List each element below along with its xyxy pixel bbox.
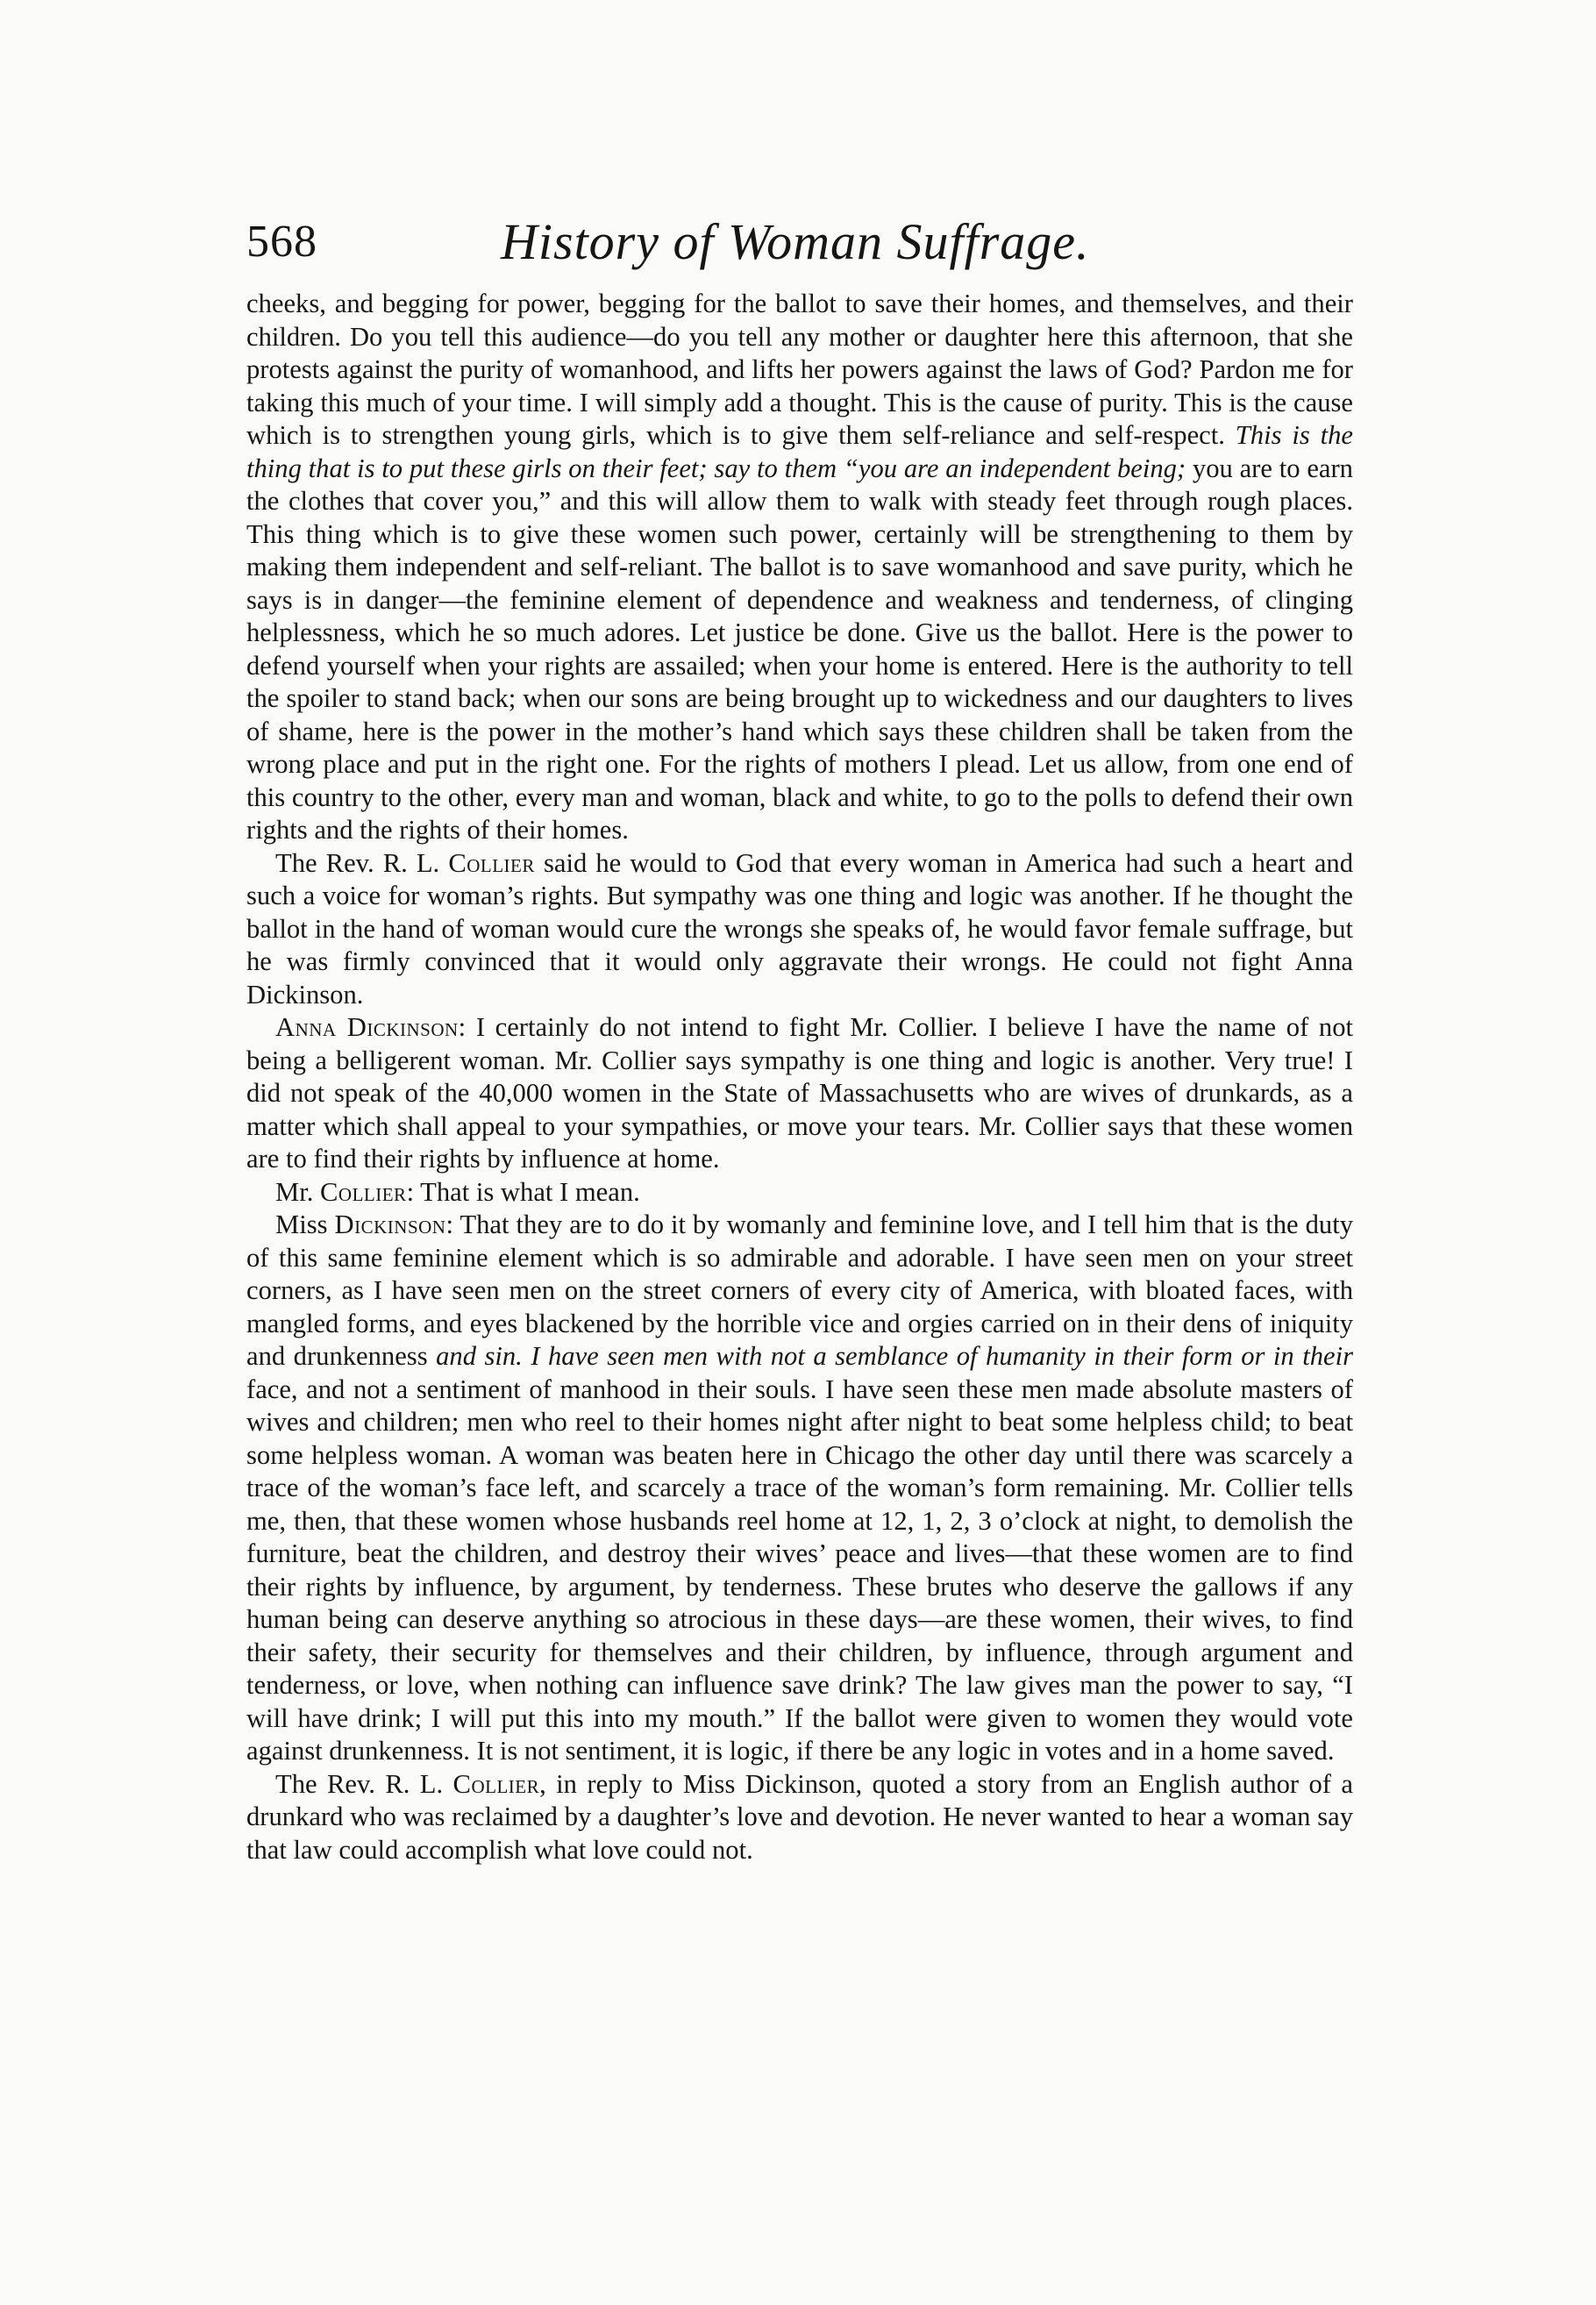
speaker-name: Anna Dickinson [275, 1012, 459, 1042]
paragraph-collier-interjection [246, 1176, 1353, 1210]
paragraph-lead: Mr. [275, 1176, 320, 1207]
italic-text: This is the thing that is to put these girls on their feet; say to them “you are an independent being; [246, 420, 1354, 483]
text-body [246, 288, 1353, 1866]
paragraph-text: cheeks, and begging for power, begging for the ballot to save their homes, and themselves, and their children. Do you tell this audience—do you tell any mother or daughter here this afternoon, that she protests against the purity of womanhood, and lifts her powers against the laws of God? Pardon me for taking this much of your time. I will simply add a thought. This is the cause of purity. This is the cause which is to strengthen young girls, which is to give them self-reliance and self-respect. [246, 289, 1353, 450]
paragraph-lead: The Rev. R. L. [275, 1768, 453, 1799]
paragraph-dickinson-speech [246, 1209, 1353, 1768]
page-header [246, 207, 1353, 277]
italic-text: and sin. I have seen men with not a semblance of humanity in their form or in their [436, 1341, 1353, 1371]
paragraph-text: you are to earn the clothes that cover you,” and this will allow them to walk with steady feet through rough places. This thing which is to give these women such power, certainly will be strengthening to them by making them independent and self-reliant. The ballot is to save womanhood and save purity, which he says is in danger—the feminine element of dependence and weakness and tenderness, of clinging helplessness, which he so much adores. Let justice be done. Give us the ballot. Here is the power to defend yourself when your rights are assailed; when your home is entered. Here is the authority to tell the spoiler to stand back; when our sons are being brought up to wickedness and our daughters to lives of shame, here is the power in the mother’s hand which says these children shall be taken from the wrong place and put in the right one. For the rights of mothers I plead. Let us allow, from one end of this country to the other, every man and woman, black and white, to go to the polls to defend their own rights and the rights of their homes. [246, 453, 1353, 845]
paragraph-text: : That is what I mean. [406, 1176, 640, 1207]
speaker-name: Collier [320, 1176, 407, 1207]
speaker-name: Collier [452, 1768, 540, 1799]
paragraph-lead: Miss [275, 1210, 335, 1239]
paragraph-text: : That they are to do it by womanly and feminine love, and I tell him that is the duty of this same feminine element which is so admirable and adorable. I have seen men on your street corners, as I have seen men on the street corners of every city of America, with bloated faces, with mangled forms, and eyes blackened by the horrible vice and orgies carried on in their dens of iniquity and drunkenness [246, 1210, 1353, 1371]
paragraph-text: said he would to God that every woman in America had such a heart and such a voice for woman’s rights. But sympathy was one thing and logic was another. If he thought the ballot in the hand of woman would cure the wrongs she speaks of, he would favor female suffrage, but he was firmly convinced that it would only aggravate their wrongs. He could not fight Anna Dickinson. [246, 847, 1353, 1010]
paragraph-dickinson-response [246, 1011, 1353, 1176]
paragraph-speech-continuation [246, 288, 1353, 847]
paragraph-collier-final [246, 1768, 1353, 1867]
paragraph-text: : I certainly do not intend to fight Mr. Collier. I believe I have the name of not being a belligerent woman. Mr. Collier says sympathy is one thing and logic is another. Very true! I did not speak of the 40,000 women in the State of Massachusetts who are wives of drunkards, as a matter which shall appeal to your sympathies, or move your tears. Mr. Collier says that these women are to find their rights by influence at home. [246, 1012, 1353, 1174]
page-number: 568 [246, 217, 317, 267]
paragraph-collier-reply [246, 847, 1353, 1012]
speaker-name: Dickinson [334, 1210, 446, 1239]
running-title: History of Woman Suffrage. [501, 213, 1090, 270]
speaker-name: Collier [448, 847, 535, 878]
paragraph-lead: The Rev. R. L. [275, 847, 449, 878]
paragraph-text: face, and not a sentiment of manhood in their souls. I have seen these men made absolute masters of wives and children; men who reel to their homes night after night to beat some helpless child; to beat some helpless woman. A woman was beaten here in Chicago the other day until there was scarcely a trace of the woman’s face left, and scarcely a trace of the woman’s form remaining. Mr. Collier tells me, then, that these women whose husbands reel home at 12, 1, 2, 3 o’clock at night, to demolish the furniture, beat the children, and destroy their wives’ peace and lives—that these women are to find their rights by influence, by argument, by tenderness. These brutes who deserve the gallows if any human being can deserve anything so atrocious in these days—are these women, their wives, to find their safety, their security for themselves and their children, by influence, through argument and tenderness, or love, when nothing can influence save drink? The law gives man the power to say, “I will have drink; I will put this into my mouth.” If the ballot were given to women they would vote against drunkenness. It is not sentiment, it is logic, if there be any logic in votes and in a home saved. [246, 1374, 1353, 1766]
paragraph-text: , in reply to Miss Dickinson, quoted a story from an English author of a drunkard who was reclaimed by a daughter’s love and devotion. He never wanted to hear a woman say that law could accomplish what love could not. [246, 1768, 1353, 1865]
